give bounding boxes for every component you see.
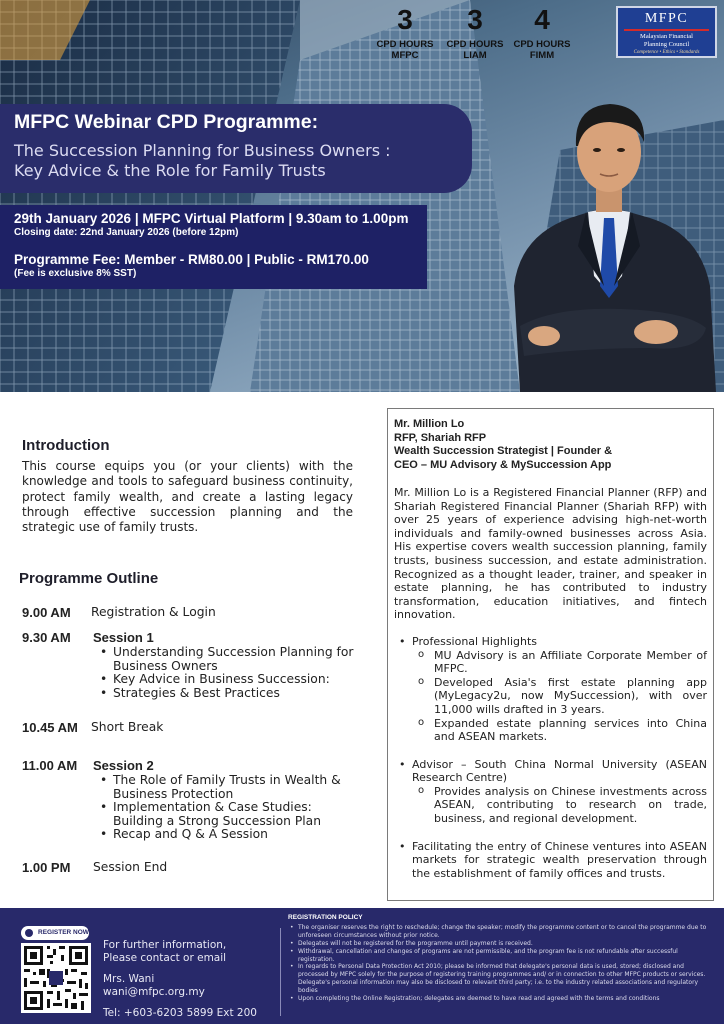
slot-title: Session 2 — [93, 758, 154, 773]
mfpc-logo: MFPC Malaysian Financial Planning Council Competence • Ethics • Standards — [616, 6, 717, 58]
topic-item: • Key Advice in Business Succession: — [100, 673, 362, 687]
slot-time: 9.30 AM — [22, 630, 71, 645]
topic-item: • Recap and Q & A Session — [100, 828, 362, 842]
highlight-subitem: o Provides analysis on Chinese investments across ASEAN, contributing to research on trade, business, and regional development. — [412, 785, 707, 826]
speaker-header — [394, 418, 707, 472]
slot-title: Session End — [93, 860, 168, 874]
policy-item: • Delegates will not be registered for the programme until payment is received. — [288, 940, 713, 948]
register-now-button[interactable]: REGISTER NOW — [21, 926, 89, 940]
speaker-name: Mr. Million Lo — [394, 418, 465, 430]
speaker-credentials: RFP, Shariah RFP — [394, 431, 487, 444]
cpd-mfpc: 3 CPD HOURS MFPC — [376, 4, 434, 61]
topic-item: • Implementation & Case Studies: Building a Strong Succession Plan — [100, 801, 362, 828]
introduction-text: This course equips you (or your clients) with the knowledge and tools to safeguard business continuity, protect family wealth, and create a lasting legacy through effective succession planning and the strategic use of family trusts. — [22, 459, 353, 535]
title-banner — [0, 104, 472, 193]
policy-item: • In regards to Personal Data Protection Act 2010; please be informed that delegate's personal data is used, stored; disclosed and processed by MFPC solely for the purpose of registering training programmes and/ or in connection to other MFPC products or services. Delegate's personal information may also be disclosed to relevant third party; i.e. to the industry related associations and regulatory bodies — [288, 963, 713, 995]
slot-title: Short Break — [91, 720, 164, 734]
topic-item: • The Role of Family Trusts in Wealth & Business Protection — [100, 774, 362, 801]
speaker-role-line-2: CEO – MU Advisory & MySuccession App — [394, 458, 612, 471]
programme-fee: Programme Fee: Member - RM80.00 | Public - RM170.00 — [14, 252, 369, 267]
highlight-subitem: o MU Advisory is an Affiliate Corporate Member of MFPC. — [412, 649, 707, 676]
registration-policy — [288, 914, 713, 1003]
registration-qr-code[interactable] — [21, 943, 91, 1013]
contact-phone: Tel: +603-6203 5899 Ext 200 — [103, 1007, 257, 1019]
outline-heading: Programme Outline — [19, 570, 159, 587]
details-banner — [0, 205, 427, 289]
introduction-heading: Introduction — [22, 437, 110, 454]
speaker-bio: Mr. Million Lo is a Registered Financial Planner (RFP) and Shariah Registered Financial Planner (Shariah RFP) with over 25 years of experience advising high-net-worth individuals and family-owned businesses across Asia. His expertise covers wealth succession planning, family trusts, business succession, and estate administration. Recognized as a thought leader, trainer, and speaker in estate planning, he has contributed to industry transformation, education initiatives, and fintech innovation. — [394, 486, 707, 622]
highlight-item: • Professional Highlights o MU Advisory is an Affiliate Corporate Member of MFPC. o Developed Asia's first estate planning app (MyLegacy2u, now MySuccession), with over 11,000 wills drafted in 3 years. o Expanded estate planning services into China and ASEAN markets. — [394, 635, 707, 744]
closing-date: Closing date: 22nd January 2026 (before 12pm) — [14, 227, 239, 238]
highlight-subitem: o Expanded estate planning services into China and ASEAN markets. — [412, 717, 707, 744]
highlight-item: • Advisor – South China Normal University (ASEAN Research Centre) o Provides analysis on Chinese investments across ASEAN, contributing to research on trade, business, and regional development. — [394, 758, 707, 826]
footer — [0, 908, 724, 1024]
policy-item: • Upon completing the Online Registration; delegates are deemed to have read and agreed with the terms and conditions — [288, 995, 713, 1003]
slot-time: 11.00 AM — [22, 758, 78, 773]
slot-time: 1.00 PM — [22, 860, 71, 875]
slot-time: 10.45 AM — [22, 720, 78, 735]
subtitle-line-1: The Succession Planning for Business Owners : — [14, 141, 391, 160]
slot-title: Registration & Login — [91, 605, 216, 619]
policy-item: • Withdrawal, cancellation and changes of programs are not permissible, and the program fee is not refundable after successful registration. — [288, 948, 713, 964]
topic-item: • Strategies & Best Practices — [100, 687, 362, 701]
slot-time: 9.00 AM — [22, 605, 71, 620]
subtitle-line-2: Key Advice & the Role for Family Trusts — [14, 161, 326, 180]
speaker-role-line-1: Wealth Succession Strategist | Founder & — [394, 445, 613, 457]
policy-item: • The organiser reserves the right to reschedule; change the speaker; modify the programme content or to cancel the programme due to unforeseen circumstances without prior notice. — [288, 924, 713, 940]
footer-divider — [280, 928, 281, 1016]
policy-heading: REGISTRATION POLICY — [288, 914, 363, 921]
highlight-item: • Facilitating the entry of Chinese ventures into ASEAN markets for strategic wealth preservation through the establishment of family offices and trusts. — [394, 840, 707, 881]
highlight-subitem: o Developed Asia's first estate planning app (MyLegacy2u, now MySuccession), with over 11,000 wills drafted in 3 years. — [412, 676, 707, 717]
cpd-liam: 3 CPD HOURS LIAM — [446, 4, 504, 61]
slot-title: Session 1 — [93, 630, 154, 645]
register-icon — [25, 929, 33, 937]
hero-banner — [0, 0, 724, 392]
contact-email[interactable]: wani@mfpc.org.my — [103, 985, 205, 998]
speaker-bio-box — [387, 408, 714, 901]
cpd-fimm: 4 CPD HOURS FIMM — [513, 4, 571, 61]
session-topics — [100, 774, 362, 842]
programme-title: MFPC Webinar CPD Programme: — [14, 111, 319, 133]
contact-name: Mrs. Wani — [103, 973, 155, 985]
date-venue-time: 29th January 2026 | MFPC Virtual Platform | 9.30am to 1.00pm — [14, 211, 409, 226]
session-topics — [100, 646, 362, 700]
highlights-list — [394, 635, 707, 881]
topic-item: • Understanding Succession Planning for Business Owners — [100, 646, 362, 673]
speaker-photo — [500, 96, 724, 392]
fee-note: (Fee is exclusive 8% SST) — [14, 268, 137, 279]
contact-info: For further information, Please contact or email Mrs. Wani wani@mfpc.org.my Tel: +603-6203 5899 Ext 200 — [103, 939, 257, 1019]
